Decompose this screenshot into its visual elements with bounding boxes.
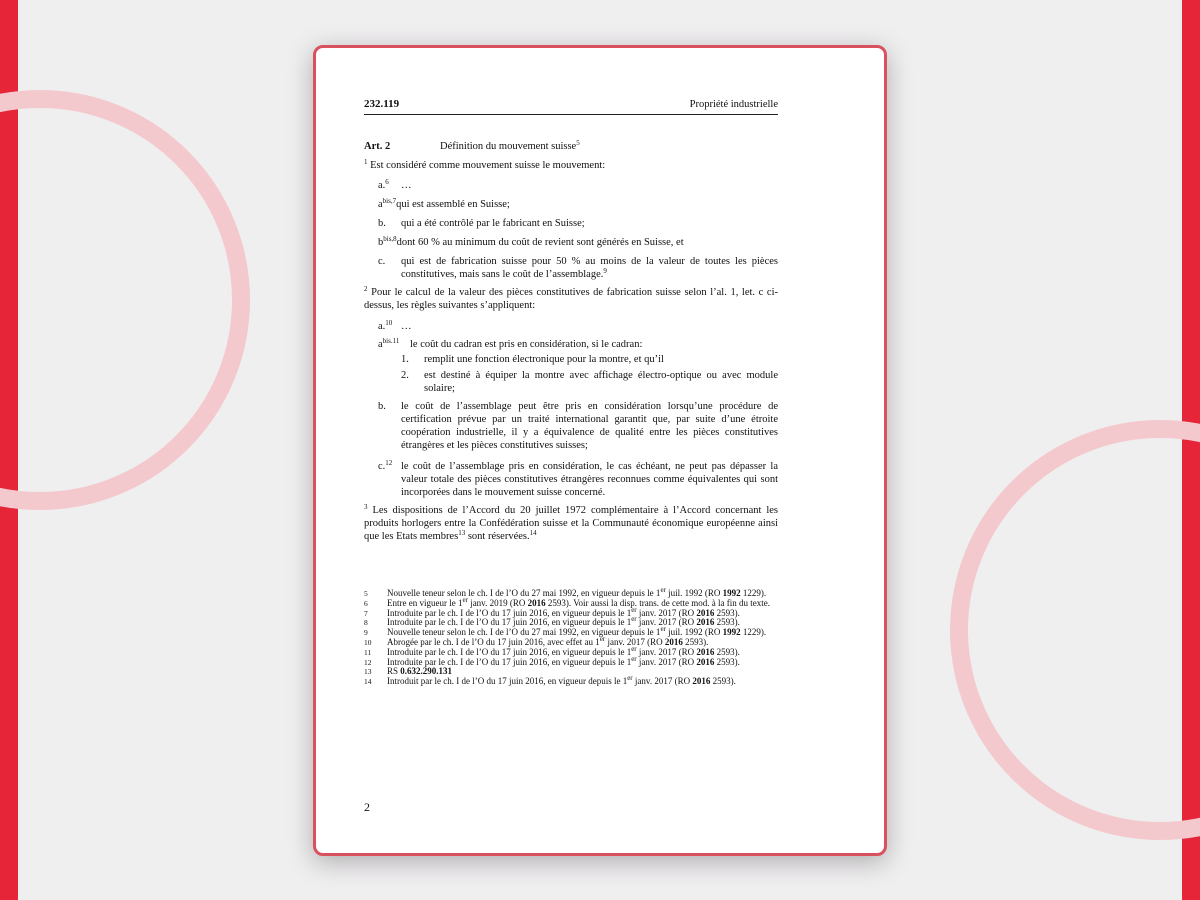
footnote-number: 12	[364, 657, 372, 667]
paragraph-2	[364, 286, 778, 312]
footnote-number: 10	[364, 637, 372, 647]
footnote-text: 2593).	[714, 607, 740, 618]
footnote-text: 2016	[696, 617, 715, 628]
footnote-text: janv. 2017 (RO	[605, 636, 665, 647]
sr-number: 232.119	[364, 98, 400, 110]
page-number: 2	[364, 800, 370, 814]
item-text: …	[401, 180, 412, 191]
footnote-text: janv. 2017 (RO	[636, 656, 697, 667]
footnote-text: janv. 2017 (RO	[632, 676, 693, 687]
item-marker: $b^{bis,8}dont$ 60 % au minimum du coût de revient sont générés en Suisse, et	[378, 235, 684, 248]
footnote-text: Introduite par le ch. I de l’O du 17 juin 2016, en vigueur depuis le 1	[387, 617, 632, 628]
footnote-text: Abrogée par le ch. I de l’O du 17 juin 2016, avec effet au 1	[387, 636, 600, 647]
list-item-a	[378, 320, 778, 333]
item-text: le coût de l’assemblage peut être pris en considération lorsqu’une procédure de certification prévue par un traité international garantit que, par suite d’une étroite coopération industrielle, il y a équivalence de qualité entre les pièces constitutives étrangères et les pièces constitutives suisses;	[401, 401, 778, 451]
footnote-text: juil. 1992 (RO	[665, 627, 723, 638]
item-text: qui est de fabrication suisse pour 50 % au moins de la valeur de toutes les pièces constitutives, mais sans le coût de l’assemblage.$^9$	[401, 256, 778, 280]
item-text: le coût du cadran est pris en considération, si le cadran:	[410, 339, 643, 350]
footnote-text: 2016	[696, 646, 715, 657]
footnote-number: 6	[364, 598, 368, 608]
list-item-c	[378, 255, 778, 281]
item-marker: c.$^{12}$	[378, 459, 393, 472]
item-marker: $a^{bis,7}qui$ est assemblé en Suisse;	[378, 197, 510, 210]
list-item-c	[378, 460, 778, 499]
list-item-b	[378, 217, 778, 230]
list-item-abis	[378, 198, 778, 211]
footnote	[364, 674, 778, 687]
footnote-text: er	[462, 595, 468, 604]
footnote-text: 1229).	[740, 627, 767, 638]
footnote-text: janv. 2019 (RO	[467, 597, 528, 608]
footnote-text: er	[660, 586, 666, 594]
footnote-number: 8	[364, 618, 368, 628]
paragraph-1	[364, 159, 778, 172]
footnote-text: Introduite par le ch. I de l’O du 17 juin 2016, en vigueur depuis le 1	[387, 656, 632, 667]
paragraph-number: 3	[364, 503, 368, 511]
footnote-text: Nouvelle teneur selon le ch. I de l’O du 27 mai 1992, en vigueur depuis le 1	[387, 627, 661, 638]
footnote-number: 7	[364, 608, 368, 618]
item-text: …	[401, 321, 412, 332]
item-marker: b.	[378, 218, 386, 229]
list-item-bbis	[378, 236, 778, 249]
item-marker: a.$^6$	[378, 178, 389, 191]
header-title: Propriété industrielle	[689, 99, 778, 110]
footnote-text: 2593).	[710, 676, 736, 687]
footnote-number: 14	[364, 677, 372, 687]
list-item-abis	[378, 338, 778, 351]
footnote-text: Introduit par le ch. I de l’O du 17 juin 2016, en vigueur depuis le 1	[387, 676, 628, 687]
sub-item-marker: 2.	[401, 370, 409, 381]
footnote-text: er	[627, 674, 633, 683]
sub-item-1	[401, 353, 778, 366]
footnote-ref: 13	[458, 529, 466, 537]
sub-item-text: est destiné à équiper la montre avec affichage électro-optique ou avec module solaire;	[424, 370, 778, 394]
footnote-text: 2016	[664, 636, 683, 647]
footnotes	[364, 586, 778, 687]
footnote-text: 2016	[527, 597, 546, 608]
footnote-text: Introduite par le ch. I de l’O du 17 juin 2016, en vigueur depuis le 1	[387, 607, 632, 618]
footnote-text: er	[631, 654, 637, 663]
footnote-text: janv. 2017 (RO	[636, 607, 697, 618]
item-text: le coût de l’assemblage pris en considération, le cas échéant, ne peut pas dépasser la valeur totale des pièces constitutives étrangères reconnues comme équivalentes qui sont incorporées dans le mouvement suisse concerné.	[401, 461, 778, 498]
footnote-ref: 5	[576, 139, 580, 147]
footnote-text: er	[631, 605, 637, 614]
footnote-text: 2016	[692, 676, 711, 687]
footnote-text: 1229).	[740, 588, 767, 598]
sub-item-text: remplit une fonction électronique pour la montre, et qu’il	[424, 354, 664, 365]
sub-item-marker: 1.	[401, 354, 409, 365]
footnote-text: 2593).	[714, 646, 740, 657]
footnote-text: er	[631, 644, 637, 653]
footnote-text: janv. 2017 (RO	[636, 646, 697, 657]
footnote-number: 5	[364, 589, 368, 598]
footnote-text: RS	[387, 666, 401, 677]
paragraph-text: Pour le calcul de la valeur des pièces constitutives de fabrication suisse selon l’al. 1, let. c ci-dessus, les règles suivantes s’appliquent:	[364, 287, 779, 311]
article-title: Définition du mouvement suisse	[440, 141, 577, 152]
item-marker: b.	[378, 401, 386, 412]
footnote-text: 1992	[722, 627, 741, 638]
footnote-number: 13	[364, 667, 372, 677]
decorative-ring-left	[0, 90, 250, 510]
document-page	[313, 45, 887, 856]
running-header	[364, 96, 778, 115]
sub-item-2	[401, 369, 778, 395]
list-item-a	[378, 179, 778, 192]
footnote-text: 2016	[696, 656, 715, 667]
footnote-ref: 14	[529, 529, 537, 537]
footnote-text: 2016	[696, 607, 715, 618]
article-heading	[364, 140, 778, 153]
footnote-text: er	[599, 634, 606, 643]
footnote-text: 2593).	[714, 617, 740, 628]
footnote-text: 2593).	[714, 656, 740, 667]
footnote-text: Nouvelle teneur selon le ch. I de l’O du 27 mai 1992, en vigueur depuis le 1	[387, 588, 661, 598]
paragraph-text: sont réservées.	[465, 531, 530, 542]
footnote-text: janv. 2017 (RO	[636, 617, 697, 628]
footnote-text: 2593).	[682, 636, 709, 647]
list-item-b	[378, 400, 778, 452]
footnote-text: 0.632.290.131	[400, 666, 453, 677]
footnote-text: er	[660, 625, 666, 634]
footnote-text: 2593). Voir aussi la disp. trans. de cette mod. à la fin du texte.	[545, 597, 770, 608]
item-marker: $a^{bis.11}$	[378, 337, 400, 350]
footnote-text: juil. 1992 (RO	[665, 588, 723, 598]
footnote-text: er	[631, 615, 637, 624]
footnote-text: Entre en vigueur le 1	[387, 597, 463, 608]
paragraph-text: Est considéré comme mouvement suisse le mouvement:	[370, 160, 606, 171]
footnote-number: 9	[364, 628, 368, 638]
item-marker: a.$^{10}$	[378, 319, 393, 332]
paragraph-text: Les dispositions de l’Accord du 20 juillet 1972 complémentaire à l’Accord concernant les produits horlogers entre la Confédération suisse et la Communauté économique européenne ainsi que les Etats membres	[364, 505, 779, 542]
decorative-ring-right	[950, 420, 1200, 840]
footnote-number: 11	[364, 647, 372, 657]
footnote-text: 1992	[722, 588, 741, 598]
article-label: Art. 2	[364, 141, 391, 152]
footnote-text: Introduite par le ch. I de l’O du 17 juin 2016, en vigueur depuis le 1	[387, 646, 632, 657]
paragraph-3	[364, 504, 778, 543]
item-text: qui a été contrôlé par le fabricant en Suisse;	[401, 218, 585, 229]
paragraph-number: 1	[364, 158, 368, 166]
paragraph-number: 2	[364, 285, 368, 293]
item-marker: c.	[378, 256, 386, 267]
